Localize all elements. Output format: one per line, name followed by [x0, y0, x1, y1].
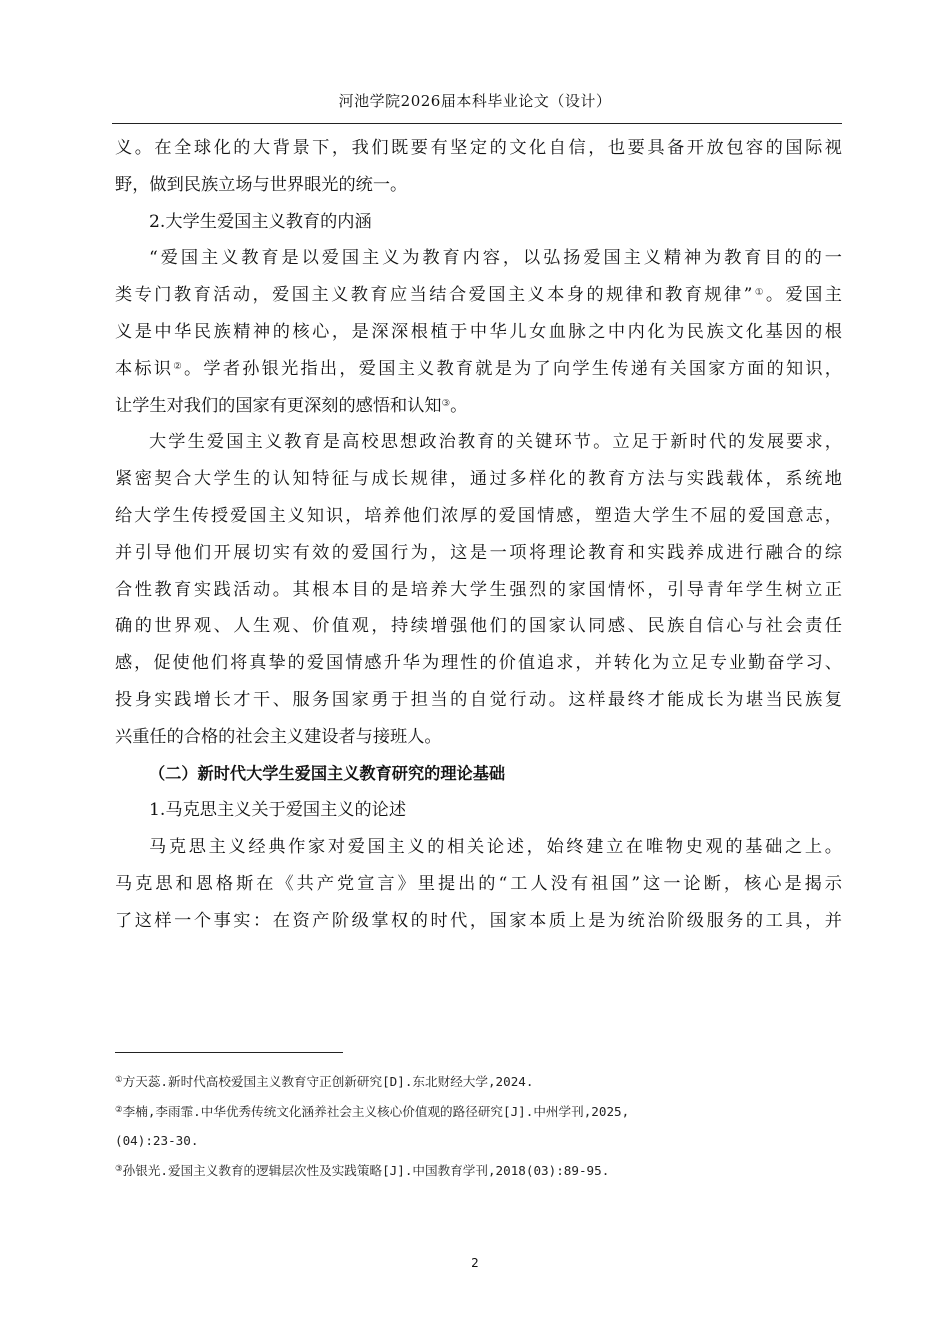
- footnote-ref-3[interactable]: ③: [441, 397, 451, 409]
- footnote-1: [115, 1067, 842, 1097]
- footnote-ref-1[interactable]: ①: [752, 287, 766, 299]
- body-line: 义是中华民族精神的核心，是深深根植于中华儿女血脉之中内化为民族文化基因的根: [115, 321, 842, 342]
- body-line: [115, 277, 842, 314]
- body-text: [115, 130, 842, 940]
- body-line: 投身实践增长才干、服务国家勇于担当的自觉行动。这样最终才能成长为堪当民族复: [115, 689, 842, 710]
- subheading-1: 1.马克思主义关于爱国主义的论述: [149, 800, 407, 821]
- body-line: 野，做到民族立场与世界眼光的统一。: [115, 174, 408, 195]
- body-line: “爱国主义教育是以爱国主义为教育内容，以弘扬爱国主义精神为教育目的的一: [149, 248, 842, 269]
- body-line: 马克思和恩格斯在《共产党宣言》里提出的“工人没有祖国”这一论断，核心是揭示: [115, 873, 842, 894]
- body-line: 并引导他们开展切实有效的爱国行为，这是一项将理论教育和实践养成进行融合的综: [115, 542, 842, 563]
- body-line: 确的世界观、人生观、价值观，持续增强他们的国家认同感、民族自信心与社会责任: [115, 616, 842, 637]
- body-line: 合性教育实践活动。其根本目的是培养大学生强烈的家国情怀，引导青年学生树立正: [115, 579, 842, 600]
- body-line: 义。在全球化的大背景下，我们既要有坚定的文化自信，也要具备开放包容的国际视: [115, 138, 842, 158]
- footnote-2: [115, 1097, 842, 1127]
- body-text-span: 。: [450, 395, 468, 416]
- footnote-text: 孙银光.爱国主义教育的逻辑层次性及实践策略[J].中国教育学刊,2018(03):89-95.: [122, 1162, 610, 1178]
- body-text-span: 让学生对我们的国家有更深刻的感悟和认知: [115, 395, 442, 416]
- footnote-separator: [115, 1052, 343, 1053]
- section-heading: （二）新时代大学生爱国主义教育研究的理论基础: [149, 763, 506, 783]
- body-line: [115, 351, 842, 388]
- footnotes: [115, 1067, 842, 1185]
- body-line: [115, 388, 842, 425]
- header-rule: [112, 123, 842, 124]
- body-text-span: 类专门教育活动，爱国主义教育应当结合爱国主义本身的规律和教育规律”: [115, 285, 753, 306]
- body-line: 给大学生传授爱国主义知识，培养他们浓厚的爱国情感，塑造大学生不屈的爱国意志，: [115, 505, 842, 526]
- body-line: 马克思主义经典作家对爱国主义的相关论述，始终建立在唯物史观的基础之上。: [149, 837, 842, 858]
- footnote-mark: ②: [115, 1104, 123, 1115]
- subheading-2: 2.大学生爱国主义教育的内涵: [149, 211, 372, 232]
- body-text-span: 。爱国主: [765, 285, 842, 306]
- body-text-span: 。学者孙银光指出，爱国主义教育就是为了向学生传递有关国家方面的知识，: [184, 358, 842, 379]
- footnote-2-cont: (04):23-30.: [115, 1133, 199, 1148]
- footnote-text: 李楠,李雨霏.中华优秀传统文化涵养社会主义核心价值观的路径研究[J].中州学刊,2025,: [122, 1103, 630, 1119]
- running-header: 河池学院2026届本科毕业论文（设计）: [338, 92, 612, 110]
- page-number: 2: [471, 1256, 479, 1270]
- body-line: 兴重任的合格的社会主义建设者与接班人。: [115, 726, 442, 747]
- body-line: 大学生爱国主义教育是高校思想政治教育的关键环节。立足于新时代的发展要求，: [149, 432, 842, 453]
- footnote-mark: ①: [115, 1075, 123, 1085]
- body-line: 了这样一个事实：在资产阶级掌权的时代，国家本质上是为统治阶级服务的工具，并: [115, 910, 842, 931]
- footnote-text: 方天蕊.新时代高校爱国主义教育守正创新研究[D].东北财经大学,2024.: [122, 1074, 534, 1089]
- footnote-3: [115, 1156, 842, 1186]
- body-line: 感，促使他们将真挚的爱国情感升华为理性的价值追求，并转化为立足专业勤奋学习、: [115, 653, 842, 674]
- body-line: 紧密契合大学生的认知特征与成长规律，通过多样化的教育方法与实践载体，系统地: [115, 469, 842, 490]
- footnote-ref-2[interactable]: ②: [173, 360, 185, 372]
- footnote-mark: ③: [115, 1163, 123, 1174]
- body-text-span: 本标识: [115, 358, 174, 379]
